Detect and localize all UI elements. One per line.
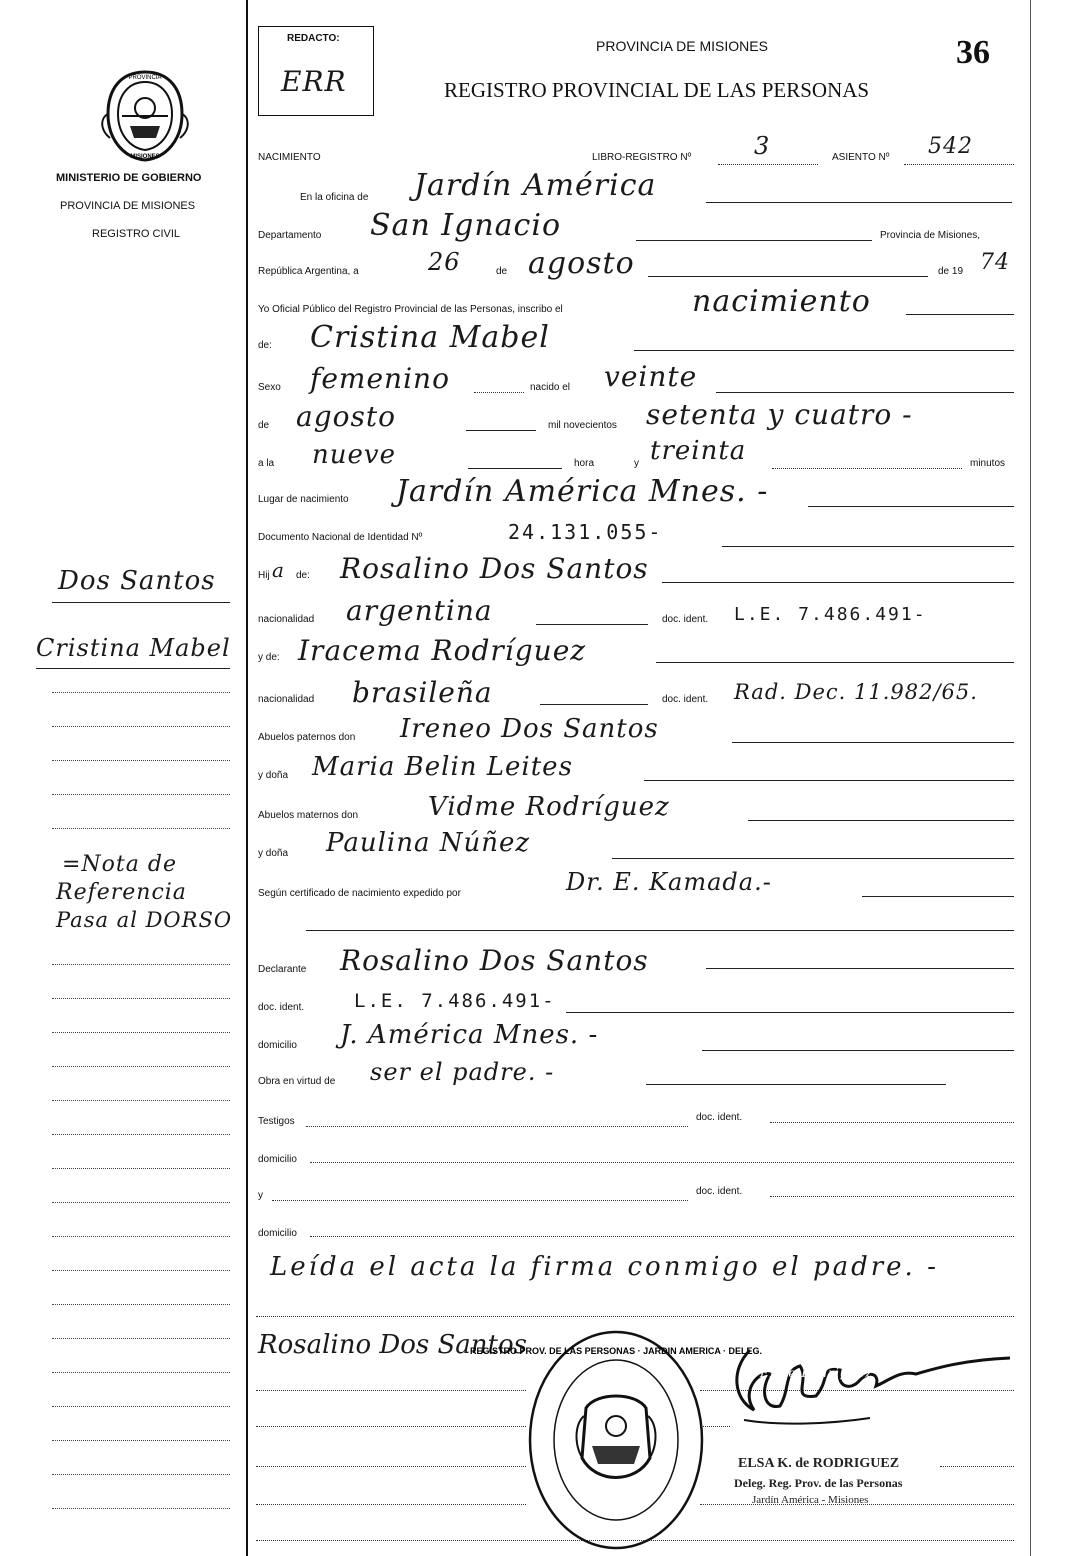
libro-value: 3: [754, 132, 771, 160]
sexo-line: [474, 392, 524, 393]
madre-value: Iracema Rodríguez: [298, 634, 587, 667]
nacido-label: nacido el: [530, 382, 571, 393]
inscribo-value: nacimiento: [692, 284, 871, 319]
seal-top-text: PROVINCIA: [128, 75, 162, 81]
margin-dotted-line: [52, 1474, 230, 1475]
oficina-label: En la oficina de: [300, 192, 369, 203]
de-anio-label: de 19: [938, 266, 964, 277]
sexo-value: femenino: [310, 362, 450, 395]
nacionalidad-madre-value: brasileña: [352, 676, 493, 709]
oficial-label: Yo Oficial Público del Registro Provincial de las Personas, inscribo el: [258, 304, 563, 315]
domicilio-line: [702, 1050, 1014, 1051]
dni-value: 24.131.055-: [508, 520, 663, 544]
registry-title: REGISTRO PROVINCIAL DE LAS PERSONAS: [444, 78, 870, 102]
margin-dotted-line: [52, 692, 230, 693]
margin-given-names: Cristina Mabel: [36, 634, 231, 662]
certificado-value: Dr. E. Kamada.-: [566, 868, 772, 896]
lugar-value: Jardín América Mnes. -: [396, 474, 769, 509]
declarant-signature: Rosalino Dos Santos: [258, 1330, 527, 1360]
margin-rule: [52, 602, 230, 603]
margin-dotted-line: [52, 1168, 230, 1169]
de-nombre-label: de:: [258, 340, 272, 351]
madre-line: [656, 662, 1014, 663]
testigos-line: [306, 1126, 688, 1127]
y2-line: [272, 1200, 688, 1201]
nacionalidad-padre-value: argentina: [346, 594, 493, 627]
margin-dotted-line: [52, 794, 230, 795]
nacido-value: veinte: [604, 360, 698, 393]
domicilio3-label: domicilio: [258, 1228, 297, 1239]
dni-label: Documento Nacional de Identidad Nº: [258, 532, 423, 543]
abuelo-materno-line: [748, 820, 1014, 821]
lower-dotted-line: [256, 1390, 526, 1391]
a-la-label: a la: [258, 458, 275, 469]
lower-dotted-line: [256, 1504, 526, 1505]
nombre-line: [634, 350, 1014, 351]
hora-label: hora: [574, 458, 595, 469]
testigos-label: Testigos: [258, 1116, 295, 1127]
misiones-coat-of-arms-icon: [100, 68, 190, 164]
margin-dotted-line: [52, 760, 230, 761]
office-seal-icon: [469, 1328, 763, 1552]
oficina-value: Jardín América: [414, 168, 657, 203]
doc-madre-value: Rad. Dec. 11.982/65.: [734, 680, 978, 704]
libro-line: [718, 164, 818, 165]
test-doc-line: [770, 1122, 1014, 1123]
y-label: y: [634, 458, 639, 469]
right-edge-rule: [1030, 0, 1031, 1556]
page-number: 36: [956, 34, 990, 71]
margin-dotted-line: [52, 726, 230, 727]
doc-padre-label: doc. ident.: [662, 614, 709, 625]
certificado-label: Según certificado de nacimiento expedido por: [258, 888, 461, 899]
hora-line: [468, 468, 562, 469]
margin-dotted-line: [52, 998, 230, 999]
ministry-line-3: REGISTRO CIVIL: [92, 228, 181, 240]
abuelos-paternos-label: Abuelos paternos don: [258, 732, 356, 743]
test2-doc-label: doc. ident.: [696, 1186, 743, 1197]
doc-madre-label: doc. ident.: [662, 694, 709, 705]
padre-line: [662, 582, 1014, 583]
lugar-label: Lugar de nacimiento: [258, 494, 349, 505]
domicilio2-line: [310, 1162, 1014, 1163]
mil-label: mil novecientos: [548, 420, 617, 431]
margin-dotted-line: [52, 1202, 230, 1203]
margin-note-line-3: Pasa al DORSO: [56, 908, 233, 932]
de2-label: de: [258, 420, 270, 431]
abuela-materna-line: [612, 858, 1014, 859]
y-dona-materna-label: y doña: [258, 848, 289, 859]
provincia-suffix: Provincia de Misiones,: [880, 230, 981, 241]
certificado-line: [862, 896, 1014, 897]
minutos-label: minutos: [970, 458, 1006, 469]
nacionalidad-padre-label: nacionalidad: [258, 614, 315, 625]
abuelo-paterno-value: Ireneo Dos Santos: [400, 714, 659, 744]
abuela-paterna-value: Maria Belin Leites: [312, 752, 573, 782]
abuela-materna-value: Paulina Núñez: [326, 828, 531, 858]
nombre-value: Cristina Mabel: [310, 320, 550, 355]
republica-label: República Argentina, a: [258, 266, 359, 277]
mes-value: agosto: [528, 246, 635, 281]
test-doc-label: doc. ident.: [696, 1112, 743, 1123]
y2-label: y: [258, 1190, 263, 1201]
departamento-value: San Ignacio: [370, 208, 562, 243]
minutos-line: [772, 468, 962, 469]
de-label: de: [496, 266, 508, 277]
redacto-label: REDACTO:: [287, 33, 340, 44]
hora-value: nueve: [312, 440, 396, 470]
margin-dotted-line: [52, 1440, 230, 1441]
declarante-label: Declarante: [258, 964, 307, 975]
domicilio2-label: domicilio: [258, 1154, 297, 1165]
nacionalidad-madre-label: nacionalidad: [258, 694, 315, 705]
margin-dotted-line: [52, 964, 230, 965]
inscribo-line: [906, 314, 1014, 315]
margin-dotted-line: [52, 1338, 230, 1339]
asiento-line: [904, 164, 1014, 165]
margin-rule: [36, 668, 230, 669]
margin-dotted-line: [52, 1134, 230, 1135]
official-stamp-line-1: ELSA K. de RODRIGUEZ: [738, 1456, 900, 1471]
decl-doc-label: doc. ident.: [258, 1002, 305, 1013]
domicilio-value: J. América Mnes. -: [340, 1020, 599, 1050]
domicilio-label: domicilio: [258, 1040, 297, 1051]
declarante-value: Rosalino Dos Santos: [340, 944, 649, 977]
nacionalidad-madre-line: [540, 704, 648, 705]
padre-value: Rosalino Dos Santos: [340, 552, 649, 585]
margin-dotted-line: [52, 1236, 230, 1237]
redacto-box: [258, 26, 374, 116]
office-seal-text: REGISTRO PROV. DE LAS PERSONAS · JARDIN AMERICA · DELEG.: [469, 1346, 763, 1356]
lower-dotted-line: [940, 1466, 1014, 1467]
obra-value: ser el padre. -: [370, 1058, 555, 1086]
nacionalidad-padre-line: [536, 624, 648, 625]
abuelo-materno-value: Vidme Rodríguez: [428, 792, 670, 822]
test2-doc-line: [770, 1196, 1014, 1197]
lower-dotted-line: [256, 1316, 1014, 1317]
decl-doc-value: L.E. 7.486.491-: [354, 990, 556, 1012]
province-heading: PROVINCIA DE MISIONES: [596, 38, 768, 54]
hijo-label: Hij: [258, 570, 270, 581]
oficina-line: [706, 202, 1012, 203]
dia-value: 26: [428, 248, 461, 276]
ministry-line-2: PROVINCIA DE MISIONES: [60, 200, 196, 212]
official-stamp-line-3: Jardín América - Misiones: [752, 1494, 869, 1506]
departamento-line: [636, 240, 872, 241]
margin-note-line-1: =Nota de: [62, 852, 177, 877]
de3-label: de:: [296, 570, 310, 581]
decl-doc-line: [566, 1012, 1014, 1013]
margin-dotted-line: [52, 1100, 230, 1101]
nacimiento-label: NACIMIENTO: [258, 152, 321, 163]
declarante-line: [706, 968, 1014, 969]
margin-dotted-line: [52, 1270, 230, 1271]
y-dona-paterna-label: y doña: [258, 770, 289, 781]
lower-dotted-line: [256, 1466, 526, 1467]
margin-dotted-line: [52, 1406, 230, 1407]
obra-label: Obra en virtud de: [258, 1076, 336, 1087]
lugar-line: [808, 506, 1014, 507]
abuela-paterna-line: [644, 780, 1014, 781]
fecha-line: [648, 276, 928, 277]
nacido-line: [716, 392, 1014, 393]
margin-note-line-2: Referencia: [56, 880, 187, 905]
certificado-line-2: [306, 930, 1014, 931]
anio-value: 74: [980, 250, 1010, 275]
closing-statement: Leída el acta la firma conmigo el padre. -: [270, 1252, 939, 1282]
official-signature: EKde Rodriguez: [760, 1366, 873, 1380]
doc-padre-value: L.E. 7.486.491-: [734, 604, 927, 625]
margin-dotted-line: [52, 1032, 230, 1033]
official-signature-icon: [720, 1330, 1020, 1440]
ministry-line-1: MINISTERIO DE GOBIERNO: [56, 172, 202, 184]
anio-words-value: setenta y cuatro -: [646, 398, 913, 431]
abuelo-paterno-line: [732, 742, 1014, 743]
redacto-initials: ERR: [281, 65, 347, 98]
margin-dotted-line: [52, 1304, 230, 1305]
margin-dotted-line: [52, 1508, 230, 1509]
margin-surname: Dos Santos: [58, 566, 216, 596]
domicilio3-line: [310, 1236, 1014, 1237]
obra-line: [646, 1084, 946, 1085]
libro-label: LIBRO-REGISTRO Nº: [592, 152, 692, 163]
mes2-value: agosto: [296, 400, 396, 433]
hijo-suffix: a: [272, 558, 285, 582]
abuelos-maternos-label: Abuelos maternos don: [258, 810, 359, 821]
left-column-rule: [246, 0, 248, 1556]
yde-label: y de:: [258, 652, 280, 663]
margin-dotted-line: [52, 828, 230, 829]
dni-line: [722, 546, 1014, 547]
lower-dotted-line: [256, 1426, 526, 1427]
margin-dotted-line: [52, 1372, 230, 1373]
departamento-label: Departamento: [258, 230, 322, 241]
official-stamp-line-2: Deleg. Reg. Prov. de las Personas: [734, 1476, 903, 1490]
mes2-line: [466, 430, 536, 431]
margin-dotted-line: [52, 1066, 230, 1067]
asiento-value: 542: [928, 134, 973, 159]
seal-bottom-text: MISIONES: [130, 154, 160, 160]
asiento-label: ASIENTO Nº: [832, 152, 890, 163]
sexo-label: Sexo: [258, 382, 281, 393]
minutos-value: treinta: [650, 436, 747, 466]
